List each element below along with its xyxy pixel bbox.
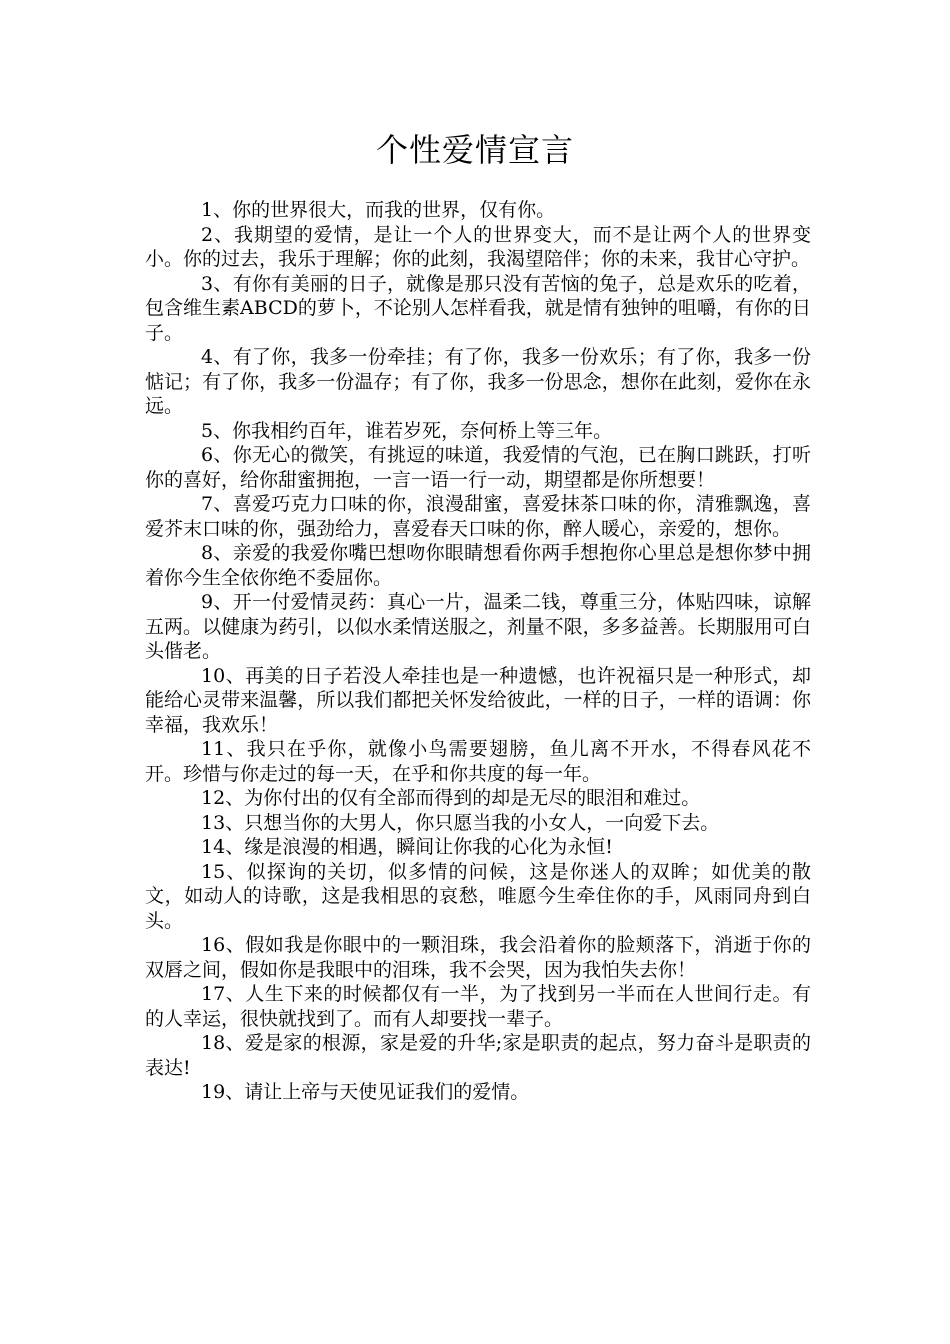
document-title: 个性爱情宣言 [375, 131, 574, 169]
declaration-paragraph: 4、有了你，我多一份牵挂；有了你，我多一份欢乐；有了你，我多一份惦记；有了你，我多一份温存；有了你，我多一份思念，想你在此刻，爱你在永远。 [145, 346, 811, 417]
declaration-paragraph: 14、缘是浪漫的相遇，瞬间让你我的心化为永恒! [201, 836, 613, 858]
declaration-paragraph: 17、人生下来的时候都仅有一半，为了找到另一半而在人世间行走。有的人幸运，很快就找到了。而有人却要找一辈子。 [145, 983, 811, 1030]
declaration-paragraph: 15、似探询的关切，似多情的问候，这是你迷人的双眸；如优美的散文，如动人的诗歌，这是我相思的哀愁，唯愿今生牵住你的手，风雨同舟到白头。 [145, 860, 811, 932]
declaration-paragraph: 3、有你有美丽的日子，就像是那只没有苦恼的兔子，总是欢乐的吃着，包含维生素ABCD的萝卜，不论别人怎样看我，就是情有独钟的咀嚼，有你的日子。 [145, 272, 811, 344]
declaration-paragraph: 19、请让上帝与天使见证我们的爱情。 [201, 1081, 530, 1103]
declaration-paragraph: 6、你无心的微笑，有挑逗的味道，我爱情的气泡，已在胸口跳跃，打听你的喜好，给你甜蜜拥抱，一言一语一行一动，期望都是你所想要！ [145, 444, 811, 491]
declaration-paragraph: 9、开一付爱情灵药：真心一片，温柔二钱，尊重三分，体贴四味，谅解五两。以健康为药引，以似水柔情送服之，剂量不限，多多益善。长期服用可白头偕老。 [145, 591, 811, 662]
declaration-paragraph: 10、再美的日子若没人牵挂也是一种遗憾，也许祝福只是一种形式，却能给心灵带来温馨，所以我们都把关怀发给彼此，一样的日子，一样的语调：你幸福，我欢乐！ [145, 664, 811, 736]
declaration-paragraph: 12、为你付出的仅有全部而得到的却是无尽的眼泪和难过。 [201, 787, 701, 809]
declaration-paragraph: 5、你我相约百年，谁若岁死，奈何桥上等三年。 [201, 419, 613, 442]
declaration-paragraph: 18、爱是家的根源，家是爱的升华;家是职责的起点，努力奋斗是职责的表达! [145, 1032, 811, 1079]
declaration-paragraph: 2、我期望的爱情，是让一个人的世界变大，而不是让两个人的世界变小。你的过去，我乐于理解；你的此刻，我渴望陪伴；你的未来，我甘心守护。 [145, 223, 811, 270]
declaration-paragraph: 7、喜爱巧克力口味的你，浪漫甜蜜，喜爱抹茶口味的你，清雅飘逸，喜爱芥末口味的你，强劲给力，喜爱春天口味的你，醉人暖心，亲爱的，想你。 [145, 493, 811, 540]
declaration-paragraph: 13、只想当你的大男人，你只愿当我的小女人，一向爱下去。 [201, 811, 720, 834]
declaration-paragraph: 8、亲爱的我爱你嘴巴想吻你眼睛想看你两手想抱你心里总是想你梦中拥着你今生全依你绝不委屈你。 [145, 542, 811, 589]
declaration-list [145, 198, 811, 1105]
declaration-paragraph: 1、你的世界很大，而我的世界，仅有你。 [201, 199, 556, 221]
declaration-paragraph: 11、我只在乎你，就像小鸟需要翅膀，鱼儿离不开水，不得春风花不开。珍惜与你走过的每一天，在乎和你共度的每一年。 [145, 738, 811, 785]
declaration-paragraph: 16、假如我是你眼中的一颗泪珠，我会沿着你的脸颊落下，消逝于你的双唇之间，假如你是我眼中的泪珠，我不会哭，因为我怕失去你！ [145, 934, 811, 981]
